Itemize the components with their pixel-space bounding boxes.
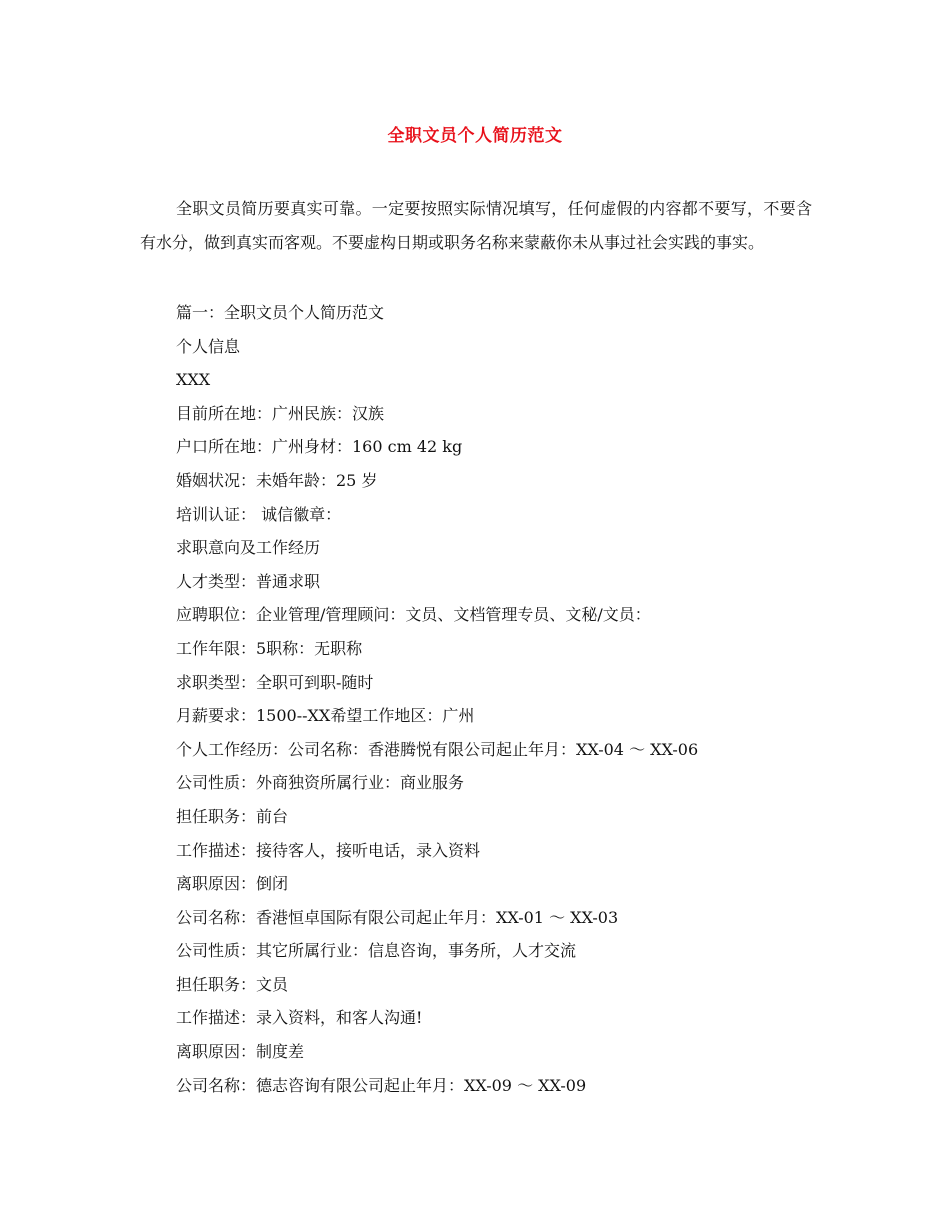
resume-line: 个人信息 bbox=[176, 336, 241, 356]
resume-lines bbox=[176, 296, 816, 1102]
resume-line: 月薪要求：1500--XX希望工作地区：广州 bbox=[176, 706, 475, 726]
resume-line: 篇一：全职文员个人简历范文 bbox=[176, 303, 385, 322]
resume-line: 求职意向及工作经历 bbox=[176, 538, 321, 558]
resume-line: 人才类型：普通求职 bbox=[176, 571, 321, 591]
resume-line: 公司性质：外商独资所属行业：商业服务 bbox=[176, 773, 465, 793]
resume-line: 婚姻状况：未婚年龄：25 岁 bbox=[176, 470, 378, 490]
resume-line: 目前所在地：广州民族：汉族 bbox=[176, 403, 385, 423]
resume-line: 公司名称：香港恒卓国际有限公司起止年月：XX-01 ～ XX-03 bbox=[176, 907, 619, 927]
resume-line: 工作描述：接待客人，接听电话，录入资料 bbox=[176, 840, 481, 860]
document-title: 全职文员个人简历范文 bbox=[387, 126, 563, 146]
resume-line: 公司性质：其它所属行业：信息咨询，事务所，人才交流 bbox=[176, 941, 577, 961]
resume-line: 担任职务：前台 bbox=[176, 806, 289, 826]
resume-line: 求职类型：全职可到职-随时 bbox=[176, 672, 374, 692]
resume-line: 户口所在地：广州身材：160 cm 42 kg bbox=[176, 437, 463, 457]
resume-line: 工作描述：录入资料，和客人沟通! bbox=[176, 1008, 423, 1028]
resume-line: 工作年限：5职称：无职称 bbox=[176, 638, 363, 658]
intro-paragraph: 全职文员简历要真实可靠。一定要按照实际情况填写，任何虚假的内容都不要写，不要含有水分，做到真实而客观。不要虚构日期或职务名称来蒙蔽你未从事过社会实践的事实。 bbox=[140, 199, 812, 252]
resume-line: 离职原因：制度差 bbox=[176, 1042, 305, 1062]
resume-line: 离职原因：倒闭 bbox=[176, 874, 289, 894]
resume-line: 个人工作经历：公司名称：香港腾悦有限公司起止年月：XX-04 ～ XX-06 bbox=[176, 739, 699, 759]
resume-line: 担任职务：文员 bbox=[176, 974, 289, 994]
resume-line: XXX bbox=[176, 370, 211, 390]
resume-line: 公司名称：德志咨询有限公司起止年月：XX-09 ～ XX-09 bbox=[176, 1075, 587, 1095]
resume-line: 培训认证： 诚信徽章： bbox=[176, 504, 342, 524]
resume-line: 应聘职位：企业管理/管理顾问：文员、文档管理专员、文秘/文员： bbox=[176, 605, 651, 625]
